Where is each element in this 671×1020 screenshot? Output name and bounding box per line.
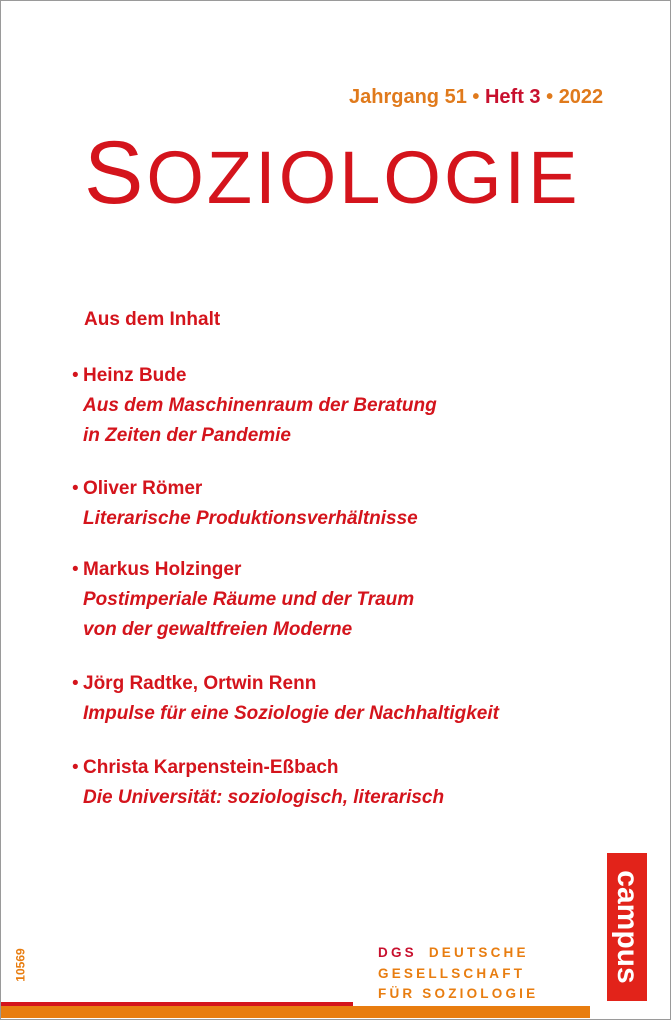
toc-entry (72, 474, 418, 534)
dgs-logo (378, 943, 538, 1005)
author: Heinz Bude (83, 365, 187, 386)
article-title: von der gewaltfreien Moderne (83, 619, 353, 640)
title-initial: S (84, 122, 147, 222)
society-abbr: DGS (378, 945, 417, 960)
separator: • (472, 86, 480, 108)
volume: Jahrgang 51 (349, 86, 467, 108)
society-line: GESELLSCHAFT (378, 965, 526, 981)
journal-title (84, 122, 581, 222)
toc-heading: Aus dem Inhalt (84, 309, 221, 330)
product-code: 10569 (13, 948, 28, 982)
society-line: FÜR SOZIOLOGIE (378, 986, 539, 1001)
article-title: in Zeiten der Pandemie (83, 425, 291, 446)
author: Jörg Radtke, Ortwin Renn (83, 673, 317, 694)
article-title: Aus dem Maschinenraum der Beratung (83, 395, 437, 416)
society-line: DEUTSCHE (428, 945, 529, 960)
bullet-icon: • (72, 673, 79, 694)
year: 2022 (558, 86, 604, 108)
title-rest: OZIOLOGIE (146, 136, 581, 219)
article-title: Postimperiale Räume und der Traum (83, 589, 415, 610)
author: Oliver Römer (83, 478, 203, 499)
toc-entry (72, 361, 437, 451)
issue-info (349, 86, 603, 109)
bullet-icon: • (72, 478, 79, 499)
bullet-icon: • (72, 559, 79, 580)
publisher-name: campus (611, 870, 644, 984)
toc-entry (72, 555, 414, 645)
author: Markus Holzinger (83, 559, 242, 580)
toc-entry (72, 669, 499, 729)
campus-logo (607, 853, 647, 1001)
orange-stripe (1, 1006, 590, 1018)
article-title: Literarische Produktionsverhältnisse (83, 508, 418, 529)
toc-entry (72, 753, 444, 813)
bullet-icon: • (72, 757, 79, 778)
issue-number: Heft 3 (484, 86, 541, 108)
bullet-icon: • (72, 365, 79, 386)
article-title: Impulse für eine Soziologie der Nachhaltigkeit (83, 703, 499, 724)
article-title: Die Universität: soziologisch, literarisch (83, 787, 445, 808)
separator: • (546, 86, 554, 108)
author: Christa Karpenstein-Eßbach (83, 757, 339, 778)
